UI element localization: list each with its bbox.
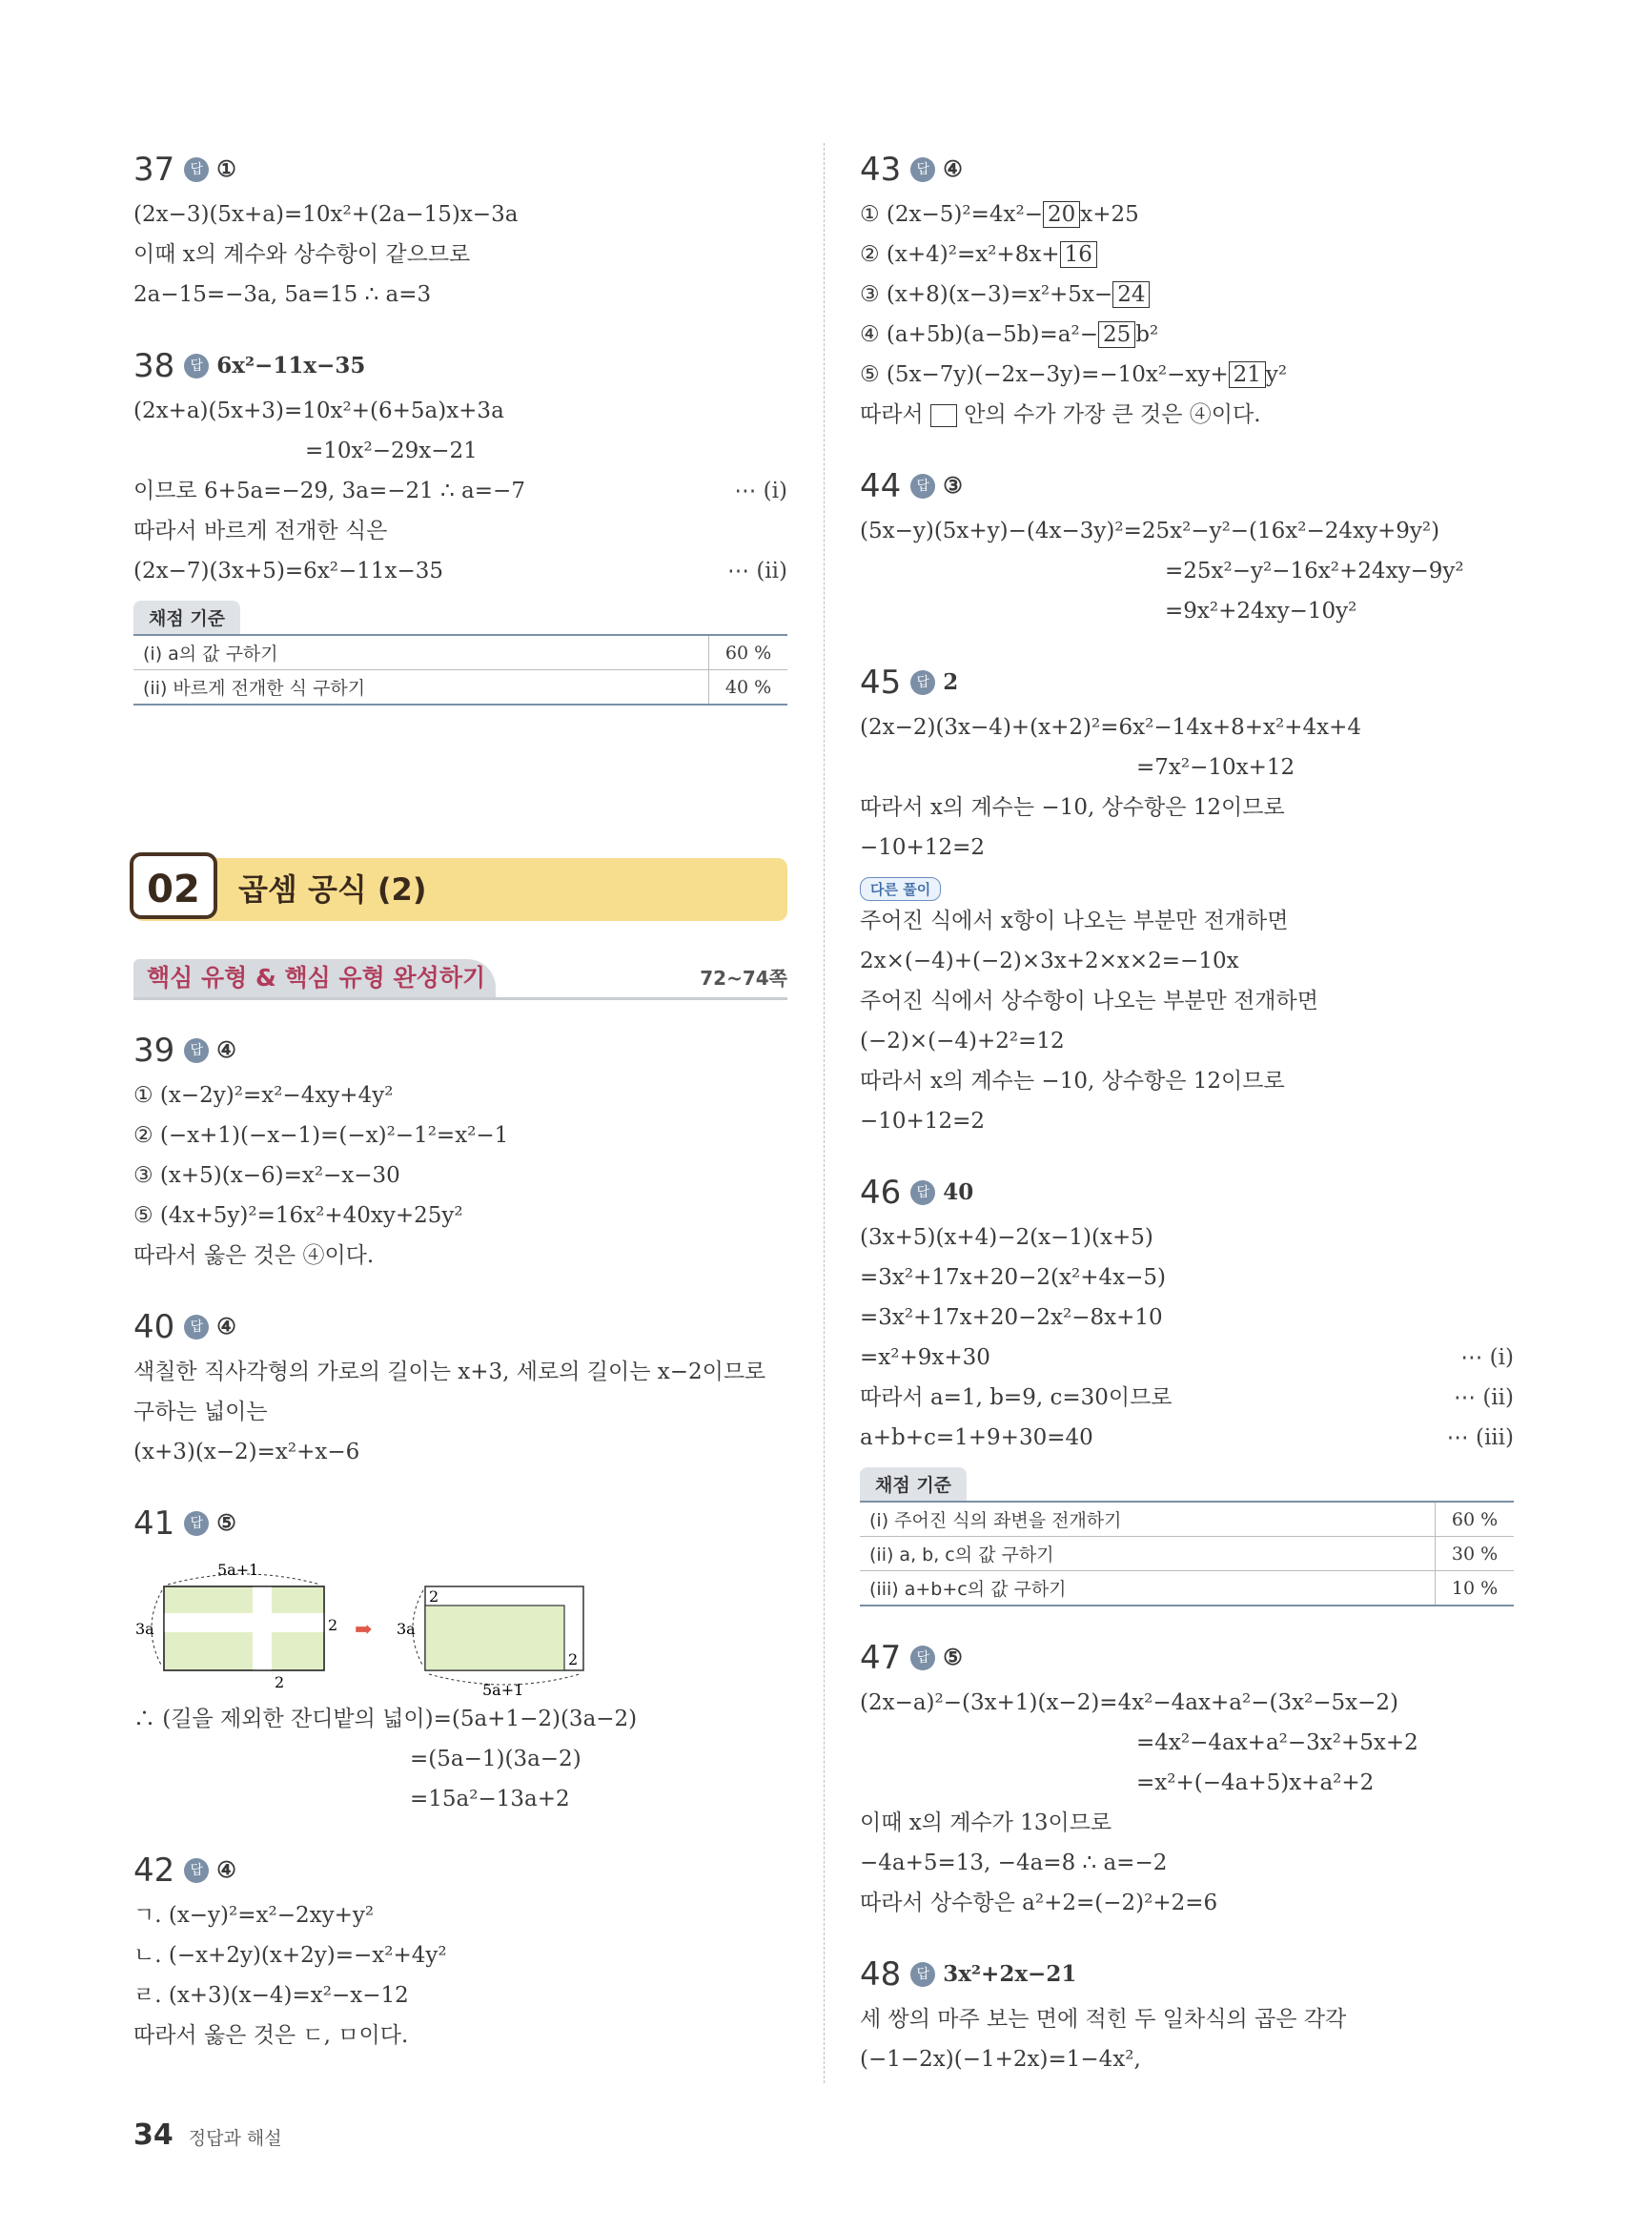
solution-line <box>860 1378 1514 1418</box>
answer: ③ <box>943 473 963 499</box>
page-number: 34 <box>133 2118 173 2152</box>
answer: ⑤ <box>943 1645 963 1670</box>
solution-line: =10x²−29x−21 <box>305 439 478 463</box>
problem-number: 43 <box>860 151 902 189</box>
solution-line: ③ (x+5)(x−6)=x²−x−30 <box>133 1163 400 1188</box>
answer-badge: 답 <box>184 354 209 378</box>
solution-text: 이므로 6+5a=−29, 3a=−21 ∴ a=−7 <box>133 479 525 503</box>
problem-number: 48 <box>860 1955 902 1994</box>
dimension-label: 2 <box>568 1650 579 1668</box>
answer-badge: 답 <box>910 670 935 695</box>
dimension-label: 2 <box>328 1616 338 1634</box>
solution-line: 2x×(−4)+(−2)×3x+2×x×2=−10x <box>860 949 1239 973</box>
solution-line <box>860 235 1514 275</box>
solution-line: −10+12=2 <box>860 1109 985 1134</box>
right-column <box>860 143 1514 2079</box>
grading-table <box>133 634 787 706</box>
problem-number: 37 <box>133 151 175 189</box>
solution-line: (3x+5)(x+4)−2(x−1)(x+5) <box>860 1225 1153 1250</box>
problem-45-header <box>860 656 1514 707</box>
answer: ④ <box>943 156 963 182</box>
solution-line <box>860 194 1514 235</box>
step-tag: ⋯ (ii) <box>1454 1385 1514 1410</box>
empty-box-icon <box>930 404 957 427</box>
solution-line <box>860 1418 1514 1458</box>
grading-criteria <box>860 1467 1514 1606</box>
answer-badge: 답 <box>184 1315 209 1340</box>
step-tag: ⋯ (ii) <box>727 559 787 583</box>
problem-42-header <box>133 1844 787 1895</box>
solution-line: 따라서 바르게 전개한 식은 <box>133 519 388 543</box>
table-row <box>133 670 787 706</box>
solution-line <box>860 395 1514 435</box>
answer: 3x²+2x−21 <box>943 1961 1077 1987</box>
arrow-icon: ➡ <box>355 1618 373 1642</box>
solution-line: −4a+5=13, −4a=8 ∴ a=−2 <box>860 1851 1168 1875</box>
solution-text: ③ (x+8)(x−3)=x²+5x− <box>860 282 1113 307</box>
answer-badge: 답 <box>184 1858 209 1883</box>
grading-criteria <box>133 601 787 706</box>
criteria-percent: 60 % <box>1436 1502 1515 1537</box>
criteria-percent: 10 % <box>1436 1571 1515 1606</box>
grading-table <box>860 1501 1514 1606</box>
column-divider <box>824 143 825 2083</box>
problem-39-header <box>133 1024 787 1075</box>
answer: ⑤ <box>216 1510 236 1536</box>
solution-line: =7x²−10x+12 <box>1136 755 1295 780</box>
dimension-label: 2 <box>275 1673 285 1691</box>
solution-line: 따라서 x의 계수는 −10, 상수항은 12이므로 <box>860 795 1285 820</box>
dimension-label: 3a <box>135 1620 154 1638</box>
criteria-label: (ii) a, b, c의 값 구하기 <box>860 1537 1436 1571</box>
solution-line: =15a²−13a+2 <box>410 1787 570 1811</box>
solution-line <box>860 355 1514 395</box>
dimension-label: 5a+1 <box>482 1681 524 1699</box>
boxed-number: 20 <box>1043 201 1080 228</box>
problem-40-header <box>133 1300 787 1352</box>
solution-line: (−1−2x)(−1+2x)=1−4x², <box>860 2047 1141 2072</box>
solution-text: ⑤ (5x−7y)(−2x−3y)=−10x²−xy+ <box>860 362 1229 387</box>
rearranged-lawn <box>425 1606 564 1670</box>
solution-line: (2x−3)(5x+a)=10x²+(2a−15)x−3a <box>133 202 519 227</box>
step-tag: ⋯ (iii) <box>1446 1425 1514 1450</box>
problem-number: 38 <box>133 347 175 385</box>
subsection-title: 핵심 유형 & 핵심 유형 완성하기 <box>133 959 496 997</box>
alt-solution-badge: 다른 풀이 <box>860 877 941 901</box>
solution-line: 구하는 넓이는 <box>133 1400 268 1424</box>
section-title: 곱셈 공식 (2) <box>238 871 427 908</box>
solution-text: y² <box>1265 362 1288 387</box>
problem-43-header <box>860 143 1514 194</box>
problem-number: 42 <box>133 1852 175 1890</box>
step-tag: ⋯ (i) <box>1460 1345 1514 1370</box>
boxed-number: 25 <box>1098 321 1135 348</box>
solution-line: 따라서 옳은 것은 ㄷ, ㅁ이다. <box>133 2023 409 2048</box>
answer-badge: 답 <box>910 157 935 182</box>
solution-text: ④ (a+5b)(a−5b)=a²− <box>860 322 1098 347</box>
solution-line: 이때 x의 계수가 13이므로 <box>860 1811 1112 1835</box>
answer-badge: 답 <box>184 1511 209 1536</box>
problem-number: 40 <box>133 1308 175 1346</box>
subsection-underline <box>133 997 787 1000</box>
solution-line: 주어진 식에서 x항이 나오는 부분만 전개하면 <box>860 909 1289 933</box>
solution-line: =3x²+17x+20−2x²−8x+10 <box>860 1305 1163 1330</box>
lawn-figure <box>133 1556 787 1699</box>
vertical-path <box>253 1586 272 1670</box>
solution-line: 주어진 식에서 상수항이 나오는 부분만 전개하면 <box>860 989 1318 1013</box>
dimension-label: 2 <box>429 1587 439 1606</box>
problem-44-header <box>860 460 1514 511</box>
solution-line: 따라서 상수항은 a²+2=(−2)²+2=6 <box>860 1891 1218 1915</box>
solution-text: x+25 <box>1080 202 1139 227</box>
problem-number: 46 <box>860 1174 902 1212</box>
problem-46-header <box>860 1166 1514 1217</box>
solution-text: b² <box>1135 322 1159 347</box>
table-row <box>133 635 787 670</box>
answer-badge: 답 <box>184 1038 209 1063</box>
boxed-number: 24 <box>1112 281 1150 308</box>
answer: 40 <box>943 1179 974 1205</box>
page-footer <box>133 2118 282 2152</box>
answer: ④ <box>216 1857 236 1883</box>
solution-line: =25x²−y²−16x²+24xy−9y² <box>1165 559 1464 583</box>
solution-line: (2x−a)²−(3x+1)(x−2)=4x²−4ax+a²−(3x²−5x−2) <box>860 1690 1399 1715</box>
table-row <box>860 1571 1514 1606</box>
problem-number: 47 <box>860 1639 902 1677</box>
solution-line: =9x²+24xy−10y² <box>1165 599 1357 624</box>
boxed-number: 21 <box>1229 361 1266 388</box>
solution-line: =4x²−4ax+a²−3x²+5x+2 <box>1136 1730 1418 1755</box>
criteria-percent: 60 % <box>709 635 788 670</box>
answer: ① <box>216 156 236 182</box>
solution-line: (5x−y)(5x+y)−(4x−3y)²=25x²−y²−(16x²−24xy+9y²) <box>860 519 1440 543</box>
boxed-number: 16 <box>1060 241 1097 268</box>
criteria-percent: 40 % <box>709 670 788 706</box>
section-number: 02 <box>130 852 217 919</box>
solution-line: =(5a−1)(3a−2) <box>410 1747 581 1771</box>
subsection-header <box>133 959 787 1003</box>
table-row <box>860 1502 1514 1537</box>
solution-line: ㄴ. (−x+2y)(x+2y)=−x²+4y² <box>133 1943 447 1968</box>
answer-badge: 답 <box>910 474 935 499</box>
problem-number: 39 <box>133 1032 175 1070</box>
step-tag: ⋯ (i) <box>734 479 787 503</box>
criteria-percent: 30 % <box>1436 1537 1515 1571</box>
solution-text: a+b+c=1+9+30=40 <box>860 1425 1093 1450</box>
problem-number: 44 <box>860 467 902 505</box>
table-row <box>860 1537 1514 1571</box>
answer: ④ <box>216 1314 236 1340</box>
solution-line: ② (−x+1)(−x−1)=(−x)²−1²=x²−1 <box>133 1123 509 1148</box>
criteria-label: (i) 주어진 식의 좌변을 전개하기 <box>860 1502 1436 1537</box>
lawn-diagram <box>133 1556 787 1699</box>
solution-line: −10+12=2 <box>860 835 985 860</box>
answer-badge: 답 <box>910 1962 935 1987</box>
answer-badge: 답 <box>910 1180 935 1205</box>
solution-line <box>133 471 787 511</box>
solution-line: (2x−2)(3x−4)+(x+2)²=6x²−14x+8+x²+4x+4 <box>860 715 1361 740</box>
horizontal-path <box>164 1613 324 1632</box>
solution-line: (−2)×(−4)+2²=12 <box>860 1029 1065 1054</box>
problem-48-header <box>860 1948 1514 1999</box>
solution-line: =3x²+17x+20−2(x²+4x−5) <box>860 1265 1166 1290</box>
problem-37-header <box>133 143 787 194</box>
footer-label: 정답과 해설 <box>188 2128 282 2149</box>
solution-line: 세 쌍의 마주 보는 면에 적힌 두 일차식의 곱은 각각 <box>860 2007 1347 2032</box>
answer: 2 <box>943 669 959 695</box>
criteria-label: (ii) 바르게 전개한 식 구하기 <box>133 670 709 706</box>
grading-title: 채점 기준 <box>133 601 240 634</box>
solution-line: 따라서 x의 계수는 −10, 상수항은 12이므로 <box>860 1069 1285 1094</box>
solution-text: ② (x+4)²=x²+8x+ <box>860 242 1060 267</box>
solution-line <box>133 551 787 591</box>
page-range: 72~74쪽 <box>700 967 787 990</box>
problem-number: 45 <box>860 664 902 702</box>
solution-line: 2a−15=−3a, 5a=15 ∴ a=3 <box>133 282 432 307</box>
solution-text: 따라서 a=1, b=9, c=30이므로 <box>860 1385 1173 1410</box>
left-column <box>133 143 787 2056</box>
solution-line: =x²+(−4a+5)x+a²+2 <box>1136 1770 1375 1795</box>
solution-line: ∴ (길을 제외한 잔디밭의 넓이)=(5a+1−2)(3a−2) <box>133 1707 638 1731</box>
answer-badge: 답 <box>910 1646 935 1670</box>
solution-line: 색칠한 직사각형의 가로의 길이는 x+3, 세로의 길이는 x−2이므로 <box>133 1360 766 1384</box>
answer-badge: 답 <box>184 157 209 182</box>
problem-41-header <box>133 1497 787 1548</box>
dimension-label: 3a <box>397 1620 416 1638</box>
solution-line: (2x+a)(5x+3)=10x²+(6+5a)x+3a <box>133 399 504 423</box>
section-banner <box>133 858 787 921</box>
criteria-label: (i) a의 값 구하기 <box>133 635 709 670</box>
solution-line: (x+3)(x−2)=x²+x−6 <box>133 1440 360 1464</box>
solution-text: ① (2x−5)²=4x²− <box>860 202 1043 227</box>
problem-38-header <box>133 339 787 391</box>
solution-line: ㄱ. (x−y)²=x²−2xy+y² <box>133 1903 375 1928</box>
solution-line: ① (x−2y)²=x²−4xy+4y² <box>133 1083 394 1108</box>
problem-47-header <box>860 1631 1514 1683</box>
dimension-label: 5a+1 <box>217 1561 259 1579</box>
solution-line <box>860 315 1514 355</box>
solution-text: =x²+9x+30 <box>860 1345 990 1370</box>
problem-number: 41 <box>133 1504 175 1543</box>
solution-line: ㄹ. (x+3)(x−4)=x²−x−12 <box>133 1983 409 2008</box>
solution-line: 이때 x의 계수와 상수항이 같으므로 <box>133 242 471 267</box>
solution-text: (2x−7)(3x+5)=6x²−11x−35 <box>133 559 444 583</box>
criteria-label: (iii) a+b+c의 값 구하기 <box>860 1571 1436 1606</box>
grading-title: 채점 기준 <box>860 1467 967 1501</box>
solution-text: 안의 수가 가장 큰 것은 ④이다. <box>956 402 1261 427</box>
answer: 6x²−11x−35 <box>216 353 366 378</box>
answer: ④ <box>216 1037 236 1063</box>
solution-line <box>860 275 1514 315</box>
solution-line <box>860 1338 1514 1378</box>
solution-line: ⑤ (4x+5y)²=16x²+40xy+25y² <box>133 1203 463 1228</box>
solution-text: 따라서 <box>860 402 930 427</box>
solution-line: 따라서 옳은 것은 ④이다. <box>133 1243 375 1268</box>
